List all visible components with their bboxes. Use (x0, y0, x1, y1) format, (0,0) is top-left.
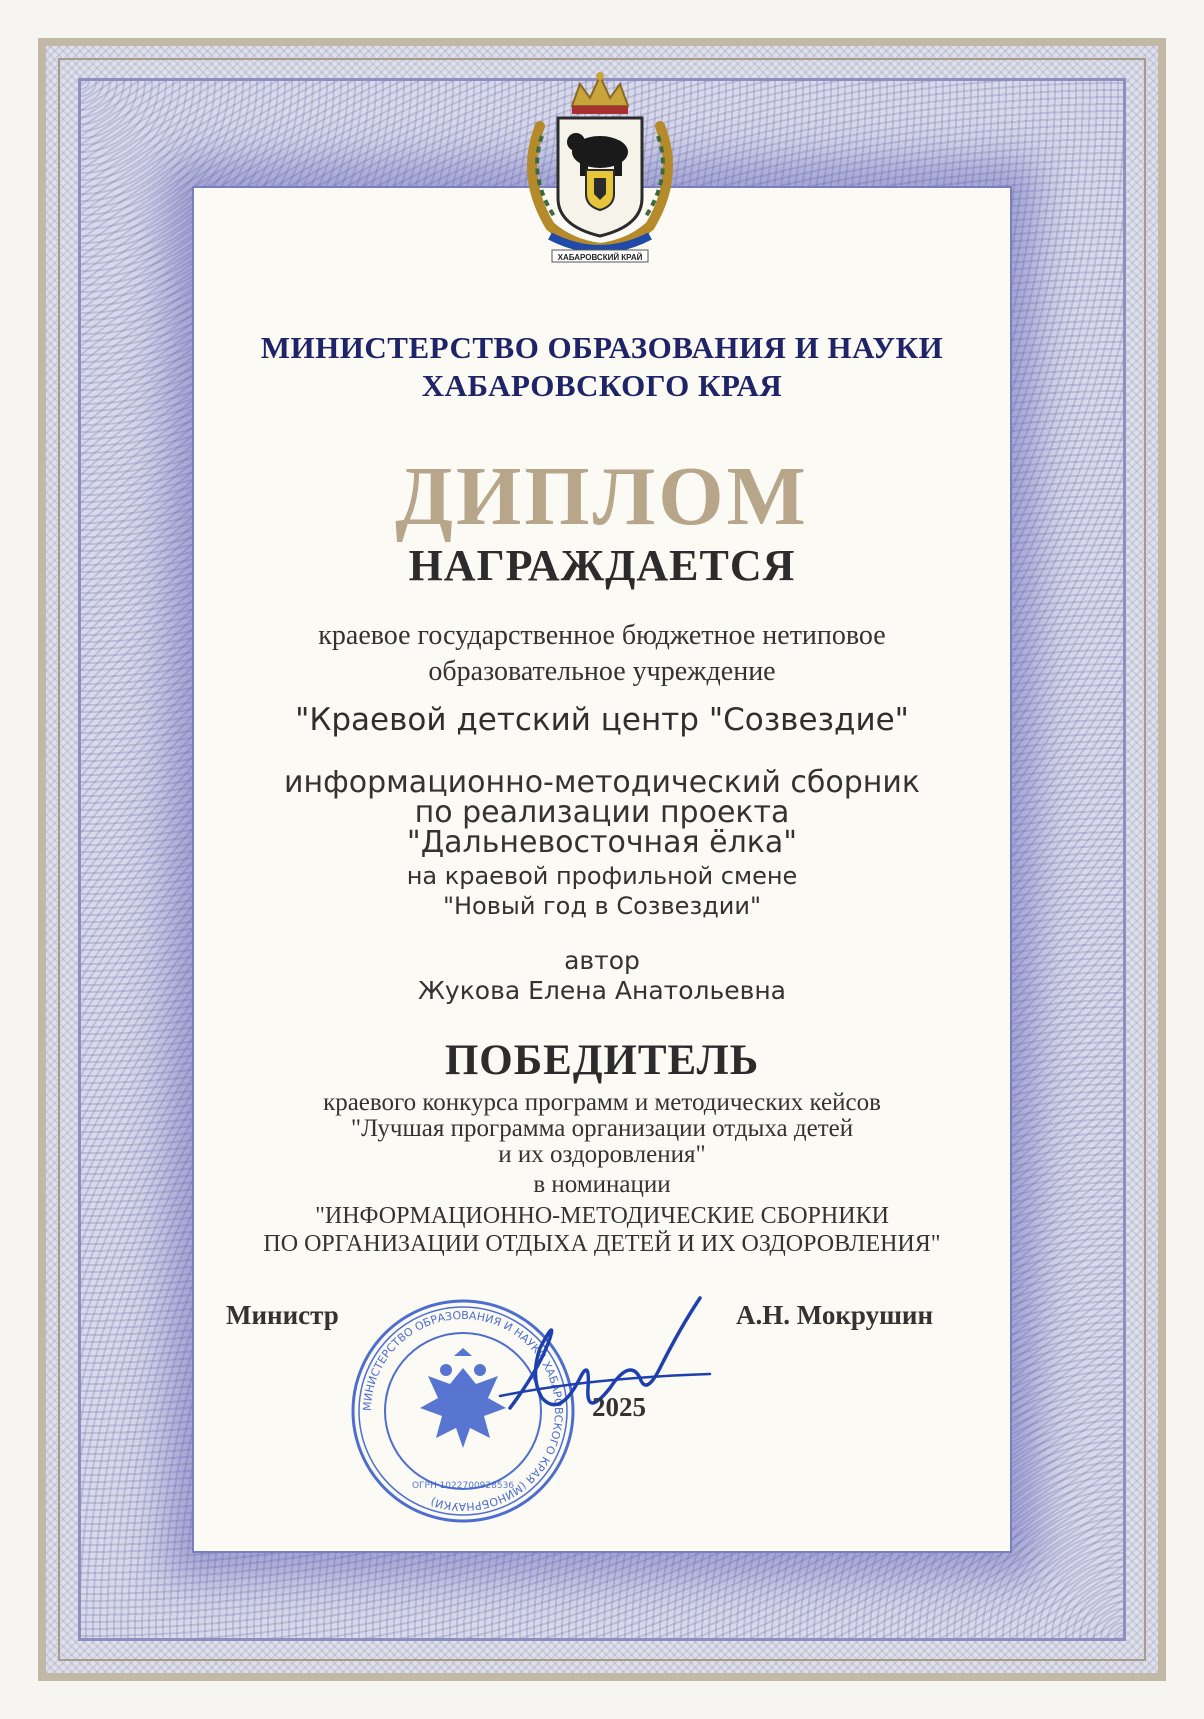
signature-year: 2025 (592, 1392, 646, 1422)
diploma-title: ДИПЛОМ (395, 450, 809, 543)
contest-line-1: краевого конкурса программ и методических кейсов (323, 1089, 881, 1116)
coat-of-arms-label: ХАБАРОВСКИЙ КРАЙ (557, 253, 643, 262)
work-line-2: по реализации проекта (414, 795, 790, 830)
contest-line-3: и их оздоровления" (498, 1141, 706, 1168)
nomination-line-1: "ИНФОРМАЦИОННО-МЕТОДИЧЕСКИЕ СБОРНИКИ (315, 1203, 889, 1229)
work-line-1: информационно-методический сборник (284, 765, 920, 800)
recipient-org-name: "Краевой детский центр "Созвездие" (295, 702, 909, 738)
nomination-label: в номинации (533, 1171, 671, 1198)
work-line-4: на краевой профильной смене (406, 862, 798, 890)
work-line-3: "Дальневосточная ёлка" (406, 825, 798, 860)
author-label: автор (564, 946, 640, 975)
stamp-ring-text: МИНИСТЕРСТВО ОБРАЗОВАНИЯ И НАУКИ ХАБАРОВСКОГО КРАЯ (МИНОБРНАУКИ) (360, 1308, 566, 1514)
recipient-org-line-1: краевое государственное бюджетное нетиповое (318, 620, 886, 651)
nomination-line-2: ПО ОРГАНИЗАЦИИ ОТДЫХА ДЕТЕЙ И ИХ ОЗДОРОВЛЕНИЯ" (263, 1231, 941, 1257)
winner-title: ПОБЕДИТЕЛЬ (444, 1037, 760, 1084)
recipient-org-line-2: образовательное учреждение (428, 656, 776, 687)
work-line-5: "Новый год в Созвездии" (442, 892, 762, 920)
minister-position: Министр (226, 1300, 339, 1330)
ministry-line-1: МИНИСТЕРСТВО ОБРАЗОВАНИЯ И НАУКИ (260, 330, 944, 365)
contest-line-2: "Лучшая программа организации отдыха детей (350, 1115, 854, 1142)
author-name: Жукова Елена Анатольевна (417, 976, 786, 1005)
signatory-name: А.Н. Мокрушин (736, 1300, 934, 1330)
stamp-ogrn: ОГРН 1022700928536 (411, 1481, 515, 1491)
ministry-line-2: ХАБАРОВСКОГО КРАЯ (421, 368, 783, 403)
awarded-label: НАГРАЖДАЕТСЯ (408, 541, 796, 590)
